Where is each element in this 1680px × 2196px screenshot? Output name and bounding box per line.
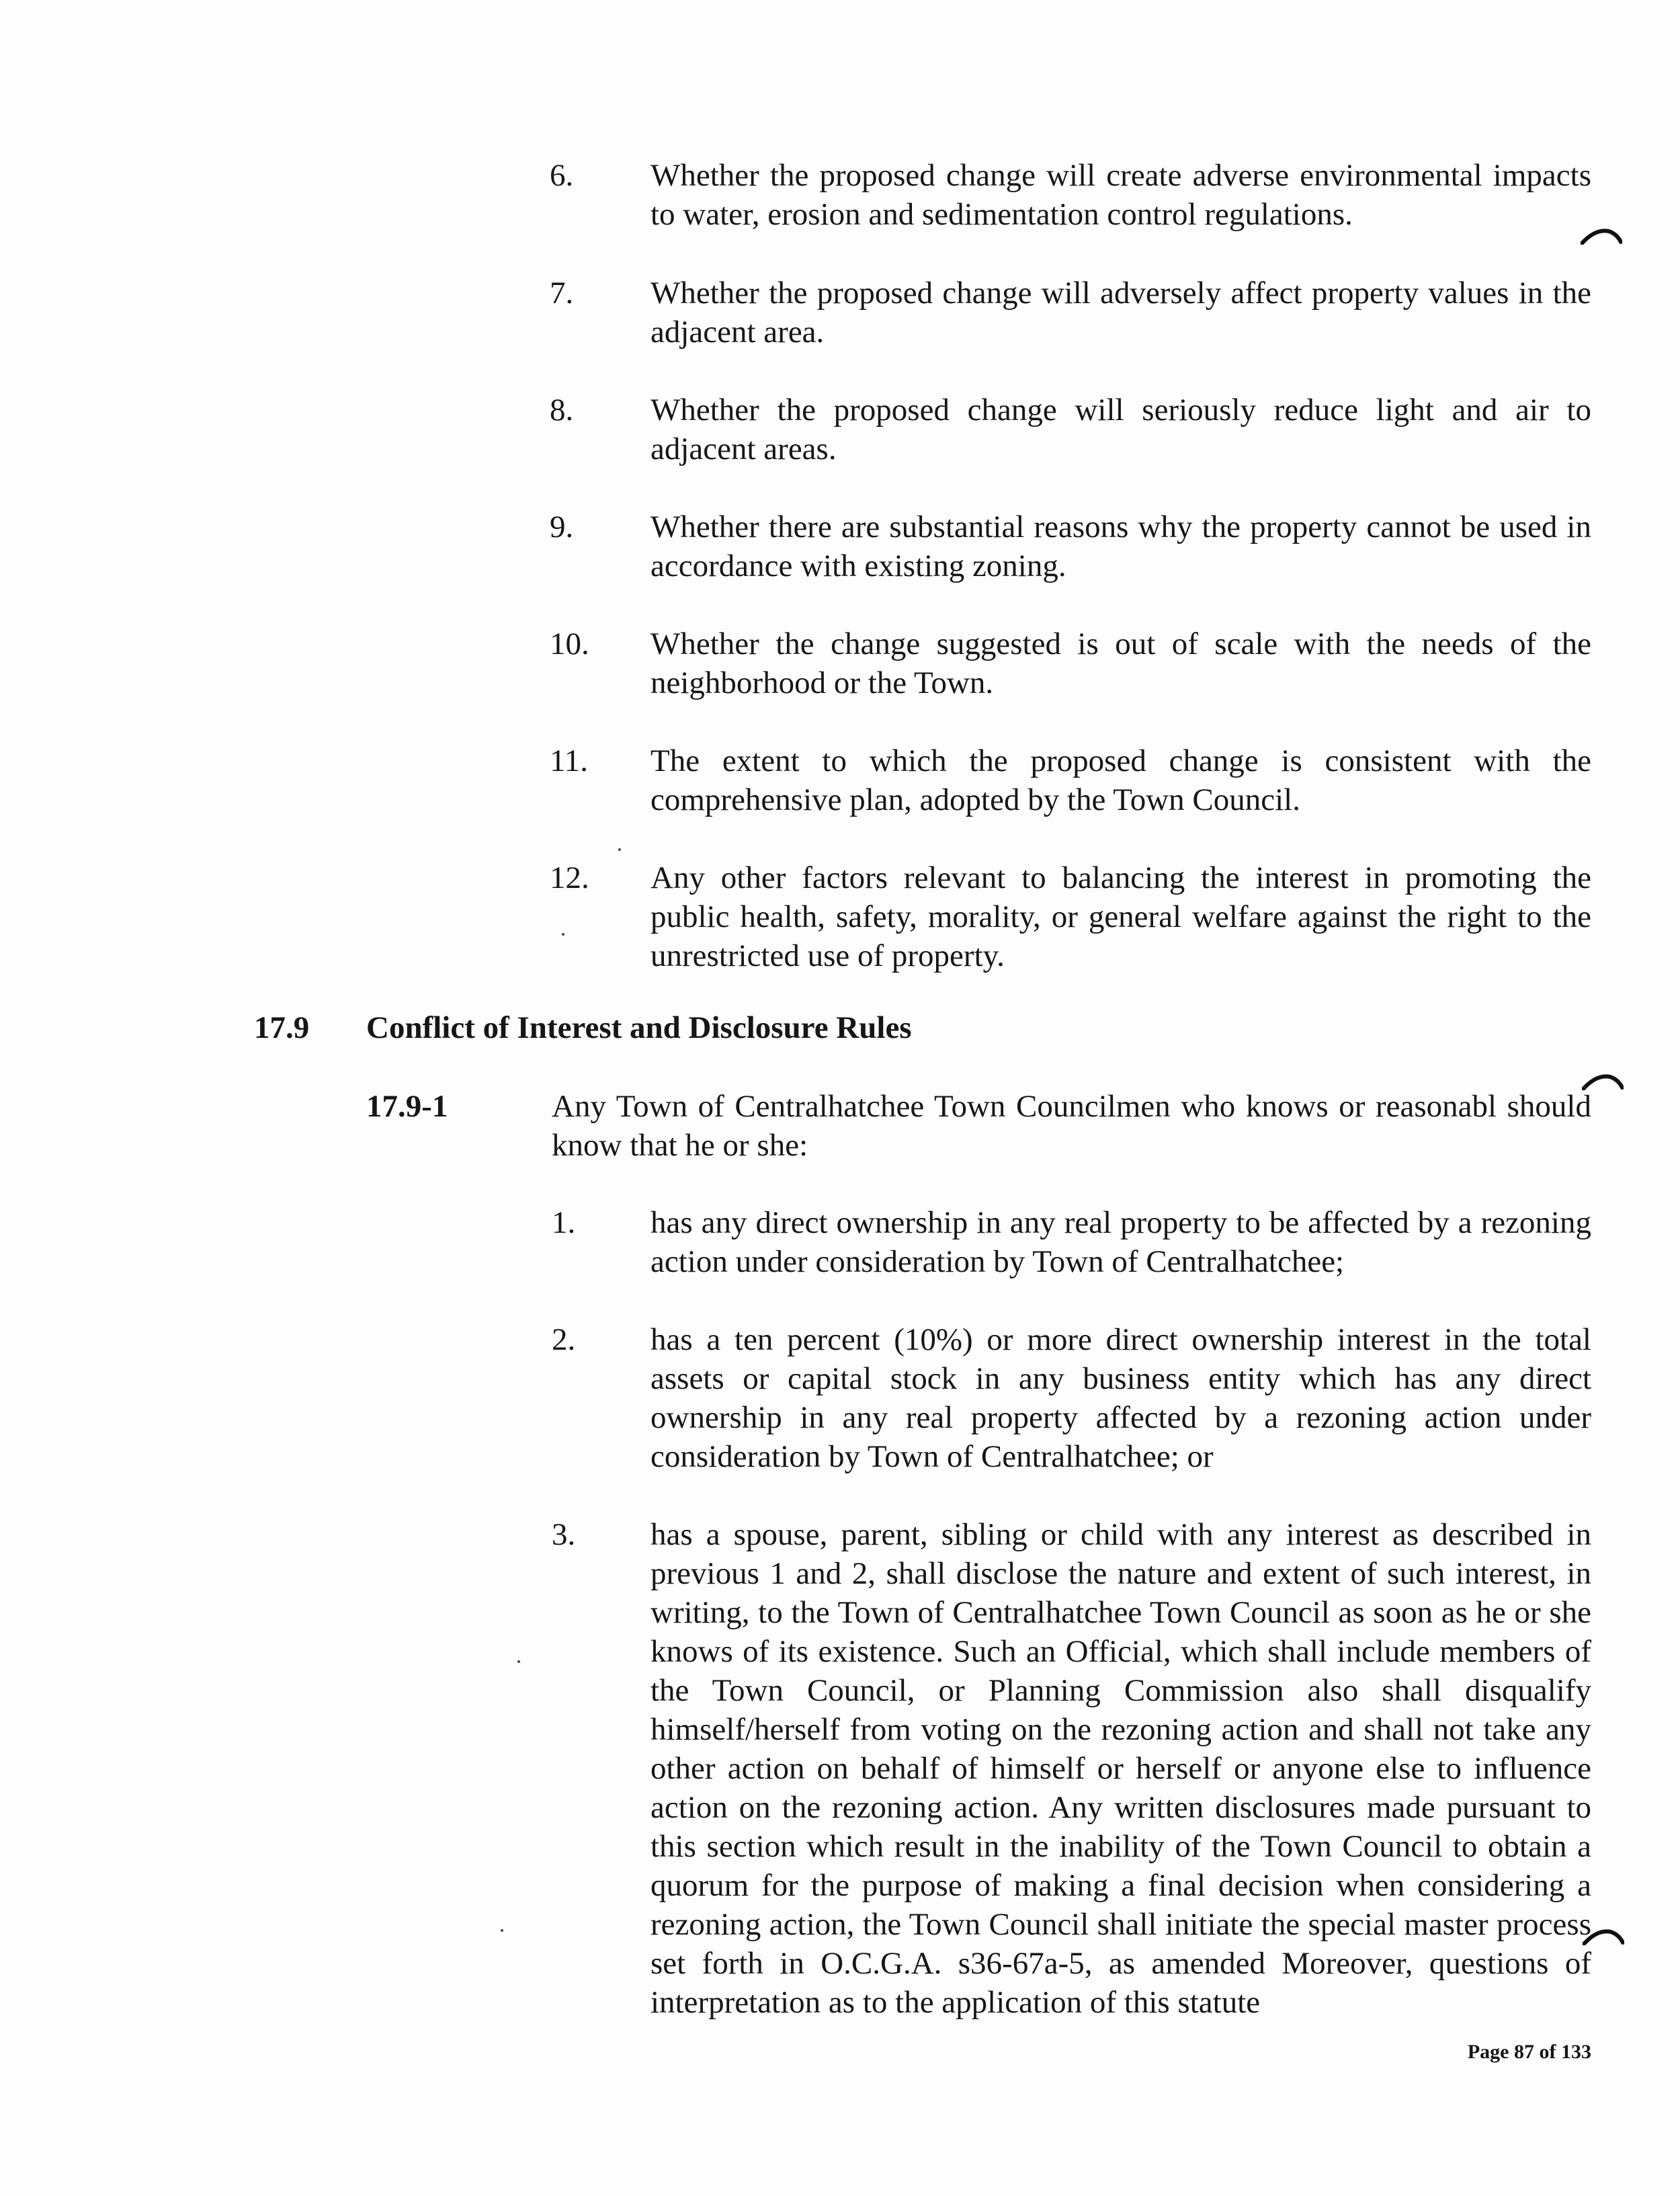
scan-arc-mark [1581,227,1622,245]
item-text: Whether the proposed change will create adverse environmental impacts to water, erosion and sedimentation control regulations. [650,158,1591,232]
scan-speck [517,1660,520,1663]
subitem-text: has a ten percent (10%) or more direct ownership interest in the total assets or capital stock in any business entity which has any direct ownership in any real property affected by a rezoning action under consideration by Town of Centralhatchee; or [650,1322,1591,1474]
item-text: Any other factors relevant to balancing the interest in promoting the public health, safety, morality, or general welfare against the right to the unrestricted use of property. [650,860,1591,973]
subitem-number: 1. [552,1205,576,1240]
scan-speck [618,848,621,851]
subsection-text: Any Town of Centralhatchee Town Councilmen who knows or reasonabl should know that he or she: [552,1089,1591,1163]
page-number-footer: Page 87 of 133 [1467,2041,1591,2063]
subitem-text: has a spouse, parent, sibling or child with any interest as described in previous 1 and 2, shall disclose the nature and extent of such interest, in writing, to the Town of Centralhatchee Town Council as soon as he or she knows of its existence. Such an Official, which shall include members of the Town Council, or Planning Commission also shall disqualify himself/herself from voting on the rezoning action and shall not take any other action on behalf of himself or herself or anyone else to influence action on the rezoning action. Any written disclosures made pursuant to this section which result in the inability of the Town Council to obtain a quorum for the purpose of making a final decision when considering a rezoning action, the Town Council shall initiate the special master process set forth in O.C.G.A. s36-67a-5, as amended Moreover, questions of interpretation as to the application of this statute [650,1517,1591,2020]
scan-speck [501,1929,503,1932]
section-title: Conflict of Interest and Disclosure Rules [366,1010,912,1045]
item-text: The extent to which the proposed change is consistent with the comprehensive plan, adopted by the Town Council. [650,743,1591,817]
subitem-number: 3. [552,1517,576,1552]
subitem-number: 2. [552,1322,576,1357]
scan-arc-mark [1583,1928,1624,1945]
item-number: 8. [550,393,574,428]
item-number: 11. [550,743,589,778]
item-text: Whether there are substantial reasons why the property cannot be used in accordance with existing zoning. [650,510,1591,583]
item-text: Whether the change suggested is out of scale with the needs of the neighborhood or the Town. [650,626,1591,700]
section-number: 17.9 [254,1010,310,1045]
subitem-text: has any direct ownership in any real property to be affected by a rezoning action under consideration by Town of Centralhatchee; [650,1205,1591,1279]
scan-arc-mark [1582,1073,1624,1090]
scan-speck [562,933,564,936]
item-number: 9. [550,510,574,544]
item-number: 6. [550,158,574,193]
subsection-number: 17.9-1 [366,1089,448,1124]
item-number: 12. [550,860,589,895]
item-number: 10. [550,626,589,661]
item-number: 7. [550,276,574,311]
item-text: Whether the proposed change will seriously reduce light and air to adjacent areas. [650,393,1591,466]
item-text: Whether the proposed change will adversely affect property values in the adjacent area. [650,276,1591,350]
